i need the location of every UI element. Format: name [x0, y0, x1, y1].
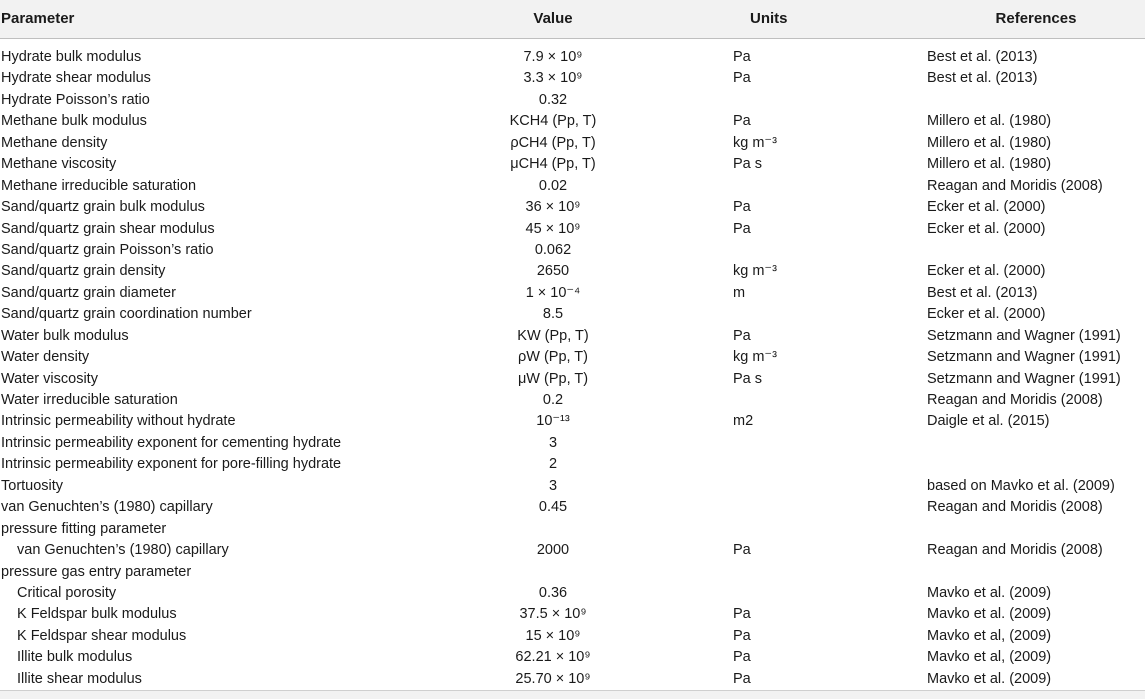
cell-reference: Millero et al. (1980)	[927, 113, 1052, 130]
cell-units: Pa	[733, 606, 751, 623]
cell-parameter: Sand/quartz grain bulk modulus	[1, 199, 205, 216]
cell-units: kg m⁻³	[733, 263, 777, 280]
header-value: Value	[533, 10, 573, 27]
table-row	[0, 347, 1145, 368]
table-row	[0, 261, 1145, 282]
cell-reference: Ecker et al. (2000)	[927, 199, 1046, 216]
cell-units: m	[733, 284, 746, 301]
table-row	[0, 90, 1145, 111]
table-row	[0, 583, 1145, 604]
cell-value: 15 × 10⁹	[525, 627, 581, 644]
cell-parameter: Critical porosity	[17, 584, 117, 601]
cell-value: 2000	[536, 542, 570, 559]
table-row	[0, 497, 1145, 518]
cell-value: μW (Pp, T)	[517, 370, 589, 387]
cell-parameter: van Genuchten’s (1980) capillary	[1, 499, 213, 516]
table-row	[0, 369, 1145, 390]
cell-units: Pa	[733, 627, 751, 644]
cell-parameter: Hydrate shear modulus	[1, 70, 151, 87]
table-header	[0, 0, 1145, 39]
table-row	[0, 519, 1145, 540]
table-row	[0, 476, 1145, 497]
cell-parameter: pressure fitting parameter	[1, 520, 167, 537]
cell-reference: Best et al. (2013)	[927, 284, 1038, 301]
cell-value: 0.45	[538, 499, 568, 516]
cell-units: Pa	[733, 70, 751, 87]
cell-value: 2650	[536, 263, 570, 280]
table-row	[0, 219, 1145, 240]
table-row	[0, 454, 1145, 475]
cell-units: Pa	[733, 199, 751, 216]
cell-value: 0.062	[534, 241, 572, 258]
cell-reference: Setzmann and Wagner (1991)	[927, 349, 1121, 366]
table-row	[0, 68, 1145, 89]
table-row	[0, 669, 1145, 690]
cell-parameter: Hydrate Poisson’s ratio	[1, 91, 150, 108]
cell-value: 3.3 × 10⁹	[523, 70, 583, 87]
cell-parameter: Water viscosity	[1, 370, 98, 387]
cell-parameter: Illite shear modulus	[17, 670, 142, 687]
cell-reference: Reagan and Moridis (2008)	[927, 499, 1103, 516]
cell-reference: Best et al. (2013)	[927, 49, 1038, 65]
cell-units: Pa	[733, 49, 751, 65]
cell-value: KCH4 (Pp, T)	[509, 113, 597, 130]
table-row	[0, 411, 1145, 432]
cell-value: 25.70 × 10⁹	[515, 670, 591, 687]
table-row	[0, 133, 1145, 154]
cell-units: m2	[733, 413, 754, 430]
table-row	[0, 154, 1145, 175]
cell-parameter: Tortuosity	[1, 477, 64, 494]
cell-parameter: K Feldspar shear modulus	[17, 627, 187, 644]
cell-parameter: Sand/quartz grain diameter	[1, 284, 176, 301]
table-row	[0, 604, 1145, 625]
cell-value: ρW (Pp, T)	[517, 349, 588, 366]
cell-value: 37.5 × 10⁹	[519, 606, 587, 623]
cell-parameter: Methane viscosity	[1, 156, 117, 173]
table-row	[0, 647, 1145, 668]
cell-value: 0.2	[542, 392, 564, 408]
cell-value: 8.5	[542, 306, 564, 323]
cell-reference: Daigle et al. (2015)	[927, 413, 1050, 430]
cell-reference: Ecker et al. (2000)	[927, 220, 1046, 237]
cell-reference: Millero et al. (1980)	[927, 134, 1052, 151]
cell-reference: Mavko et al, (2009)	[927, 649, 1052, 666]
table-row	[0, 283, 1145, 304]
table-row	[0, 197, 1145, 218]
cell-units: Pa	[733, 113, 751, 130]
cell-reference: Ecker et al. (2000)	[927, 306, 1046, 323]
cell-reference: Reagan and Moridis (2008)	[927, 542, 1103, 559]
cell-reference: based on Mavko et al. (2009)	[927, 477, 1115, 494]
table-row	[0, 390, 1145, 411]
cell-reference: Ecker et al. (2000)	[927, 263, 1046, 280]
cell-value: 7.9 × 10⁹	[523, 49, 583, 65]
cell-reference: Mavko et al. (2009)	[927, 584, 1052, 601]
cell-parameter: Water bulk modulus	[1, 327, 129, 344]
cell-parameter: Intrinsic permeability exponent for cementing hydrate	[1, 434, 342, 451]
cell-parameter: van Genuchten’s (1980) capillary	[17, 542, 229, 559]
cell-value: 10⁻¹³	[536, 413, 570, 430]
cell-units: Pa	[733, 670, 751, 687]
cell-parameter: Illite bulk modulus	[17, 649, 133, 666]
cell-reference: Setzmann and Wagner (1991)	[927, 327, 1121, 344]
cell-parameter: Intrinsic permeability without hydrate	[1, 413, 236, 430]
table-row	[0, 326, 1145, 347]
cell-reference: Mavko et al. (2009)	[927, 606, 1052, 623]
table-row	[0, 626, 1145, 647]
table-body	[0, 47, 1145, 690]
cell-value: 62.21 × 10⁹	[515, 649, 591, 666]
table-row	[0, 562, 1145, 583]
cell-units: Pa	[733, 542, 751, 559]
cell-value: 0.32	[538, 91, 568, 108]
table-footer-rule	[0, 690, 1145, 699]
header-parameter: Parameter	[1, 10, 75, 27]
cell-reference: Best et al. (2013)	[927, 70, 1038, 87]
header-references: References	[995, 10, 1077, 27]
cell-value: 0.02	[538, 177, 568, 194]
cell-parameter: Intrinsic permeability exponent for pore-filling hydrate	[1, 456, 342, 473]
cell-units: kg m⁻³	[733, 349, 777, 366]
cell-value: KW (Pp, T)	[517, 327, 589, 344]
cell-value: 36 × 10⁹	[525, 199, 581, 216]
cell-units: kg m⁻³	[733, 134, 777, 151]
cell-units: Pa	[733, 649, 751, 666]
cell-value: ρCH4 (Pp, T)	[510, 134, 596, 151]
table-row	[0, 433, 1145, 454]
cell-value: 2	[548, 456, 558, 473]
header-units: Units	[750, 10, 788, 27]
cell-value: 1 × 10⁻⁴	[525, 284, 581, 301]
cell-reference: Reagan and Moridis (2008)	[927, 392, 1103, 408]
cell-reference: Mavko et al. (2009)	[927, 670, 1052, 687]
cell-reference: Setzmann and Wagner (1991)	[927, 370, 1121, 387]
cell-parameter: Water irreducible saturation	[1, 392, 178, 408]
cell-value: 3	[548, 477, 558, 494]
cell-parameter: K Feldspar bulk modulus	[17, 606, 177, 623]
cell-parameter: Hydrate bulk modulus	[1, 49, 142, 65]
table-row	[0, 240, 1145, 261]
cell-parameter: Methane bulk modulus	[1, 113, 147, 130]
cell-value: μCH4 (Pp, T)	[510, 156, 596, 173]
cell-value: 3	[548, 434, 558, 451]
cell-parameter: Sand/quartz grain density	[1, 263, 166, 280]
cell-units: Pa s	[733, 370, 763, 387]
cell-units: Pa s	[733, 156, 763, 173]
cell-parameter: Methane irreducible saturation	[1, 177, 197, 194]
cell-parameter: Sand/quartz grain shear modulus	[1, 220, 215, 237]
cell-value: 45 × 10⁹	[525, 220, 581, 237]
cell-reference: Reagan and Moridis (2008)	[927, 177, 1103, 194]
table-row	[0, 304, 1145, 325]
cell-parameter: Sand/quartz grain Poisson’s ratio	[1, 241, 214, 258]
table-row	[0, 176, 1145, 197]
cell-units: Pa	[733, 220, 751, 237]
cell-units: Pa	[733, 327, 751, 344]
table-row	[0, 111, 1145, 132]
cell-parameter: Methane density	[1, 134, 108, 151]
table-row	[0, 540, 1145, 561]
table-row	[0, 47, 1145, 68]
cell-parameter: pressure gas entry parameter	[1, 563, 192, 580]
cell-reference: Millero et al. (1980)	[927, 156, 1052, 173]
cell-parameter: Water density	[1, 349, 90, 366]
cell-value: 0.36	[538, 584, 568, 601]
cell-parameter: Sand/quartz grain coordination number	[1, 306, 252, 323]
cell-reference: Mavko et al, (2009)	[927, 627, 1052, 644]
